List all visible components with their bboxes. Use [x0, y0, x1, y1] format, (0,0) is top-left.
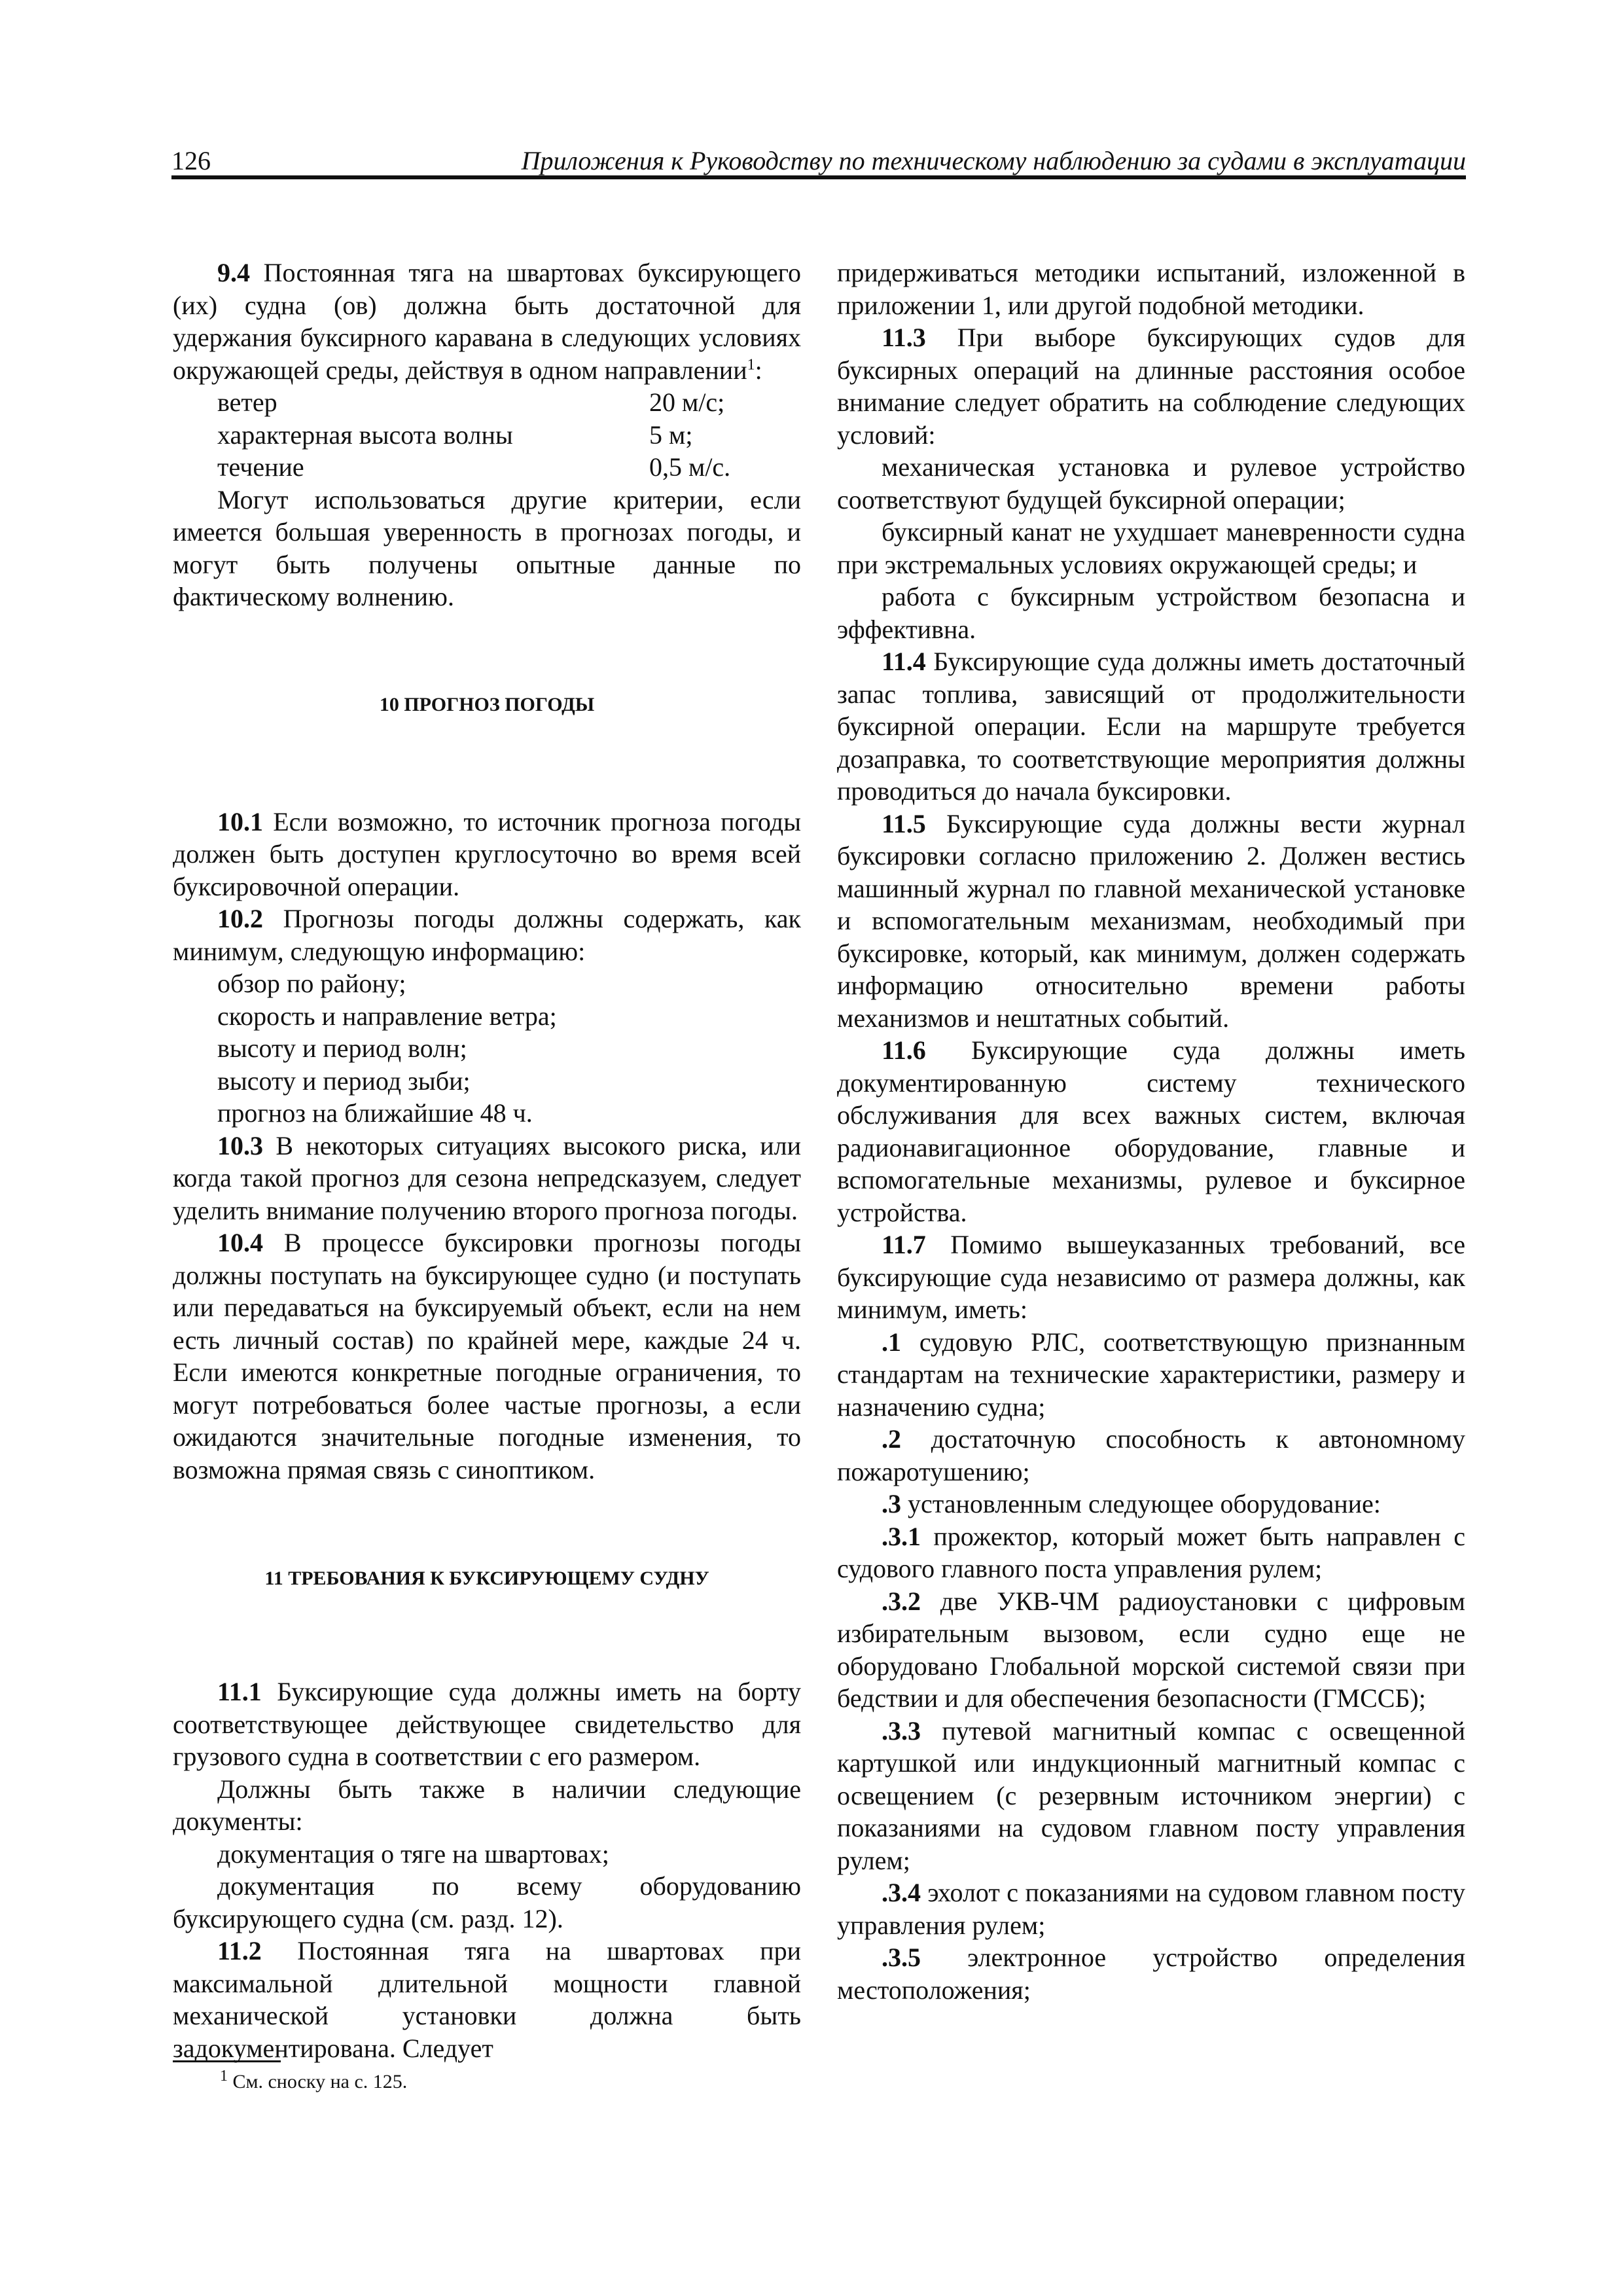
paragraph-11-1: 11.1 Буксирующие суда должны иметь на борту соответствующее действующее свидетельство для грузового судна в соответствии с его размером. [173, 1677, 801, 1771]
paragraph-11-2: 11.2 Постоянная тяга на швартовах при максимальной длительной мощности главной механической установки должна быть задокументирована. Следует [173, 1936, 801, 2063]
right-column [837, 257, 1465, 2006]
item-3-1: .3.1 прожектор, который может быть направлен с судового главного поста управления рулем; [837, 1521, 1465, 1583]
condition-row: характерная высота волны 5 м; [217, 420, 693, 450]
list-item: документация о тяге на швартовах; [217, 1839, 609, 1869]
item-3-5: .3.5 электронное устройство определения местоположения; [837, 1943, 1465, 2005]
item-3: .3 установленным следующее оборудование: [882, 1489, 1381, 1518]
list-item: прогноз на ближайшие 48 ч. [217, 1098, 533, 1128]
paragraph-9-4: 9.4 Постоянная тяга на швартовах буксирующего (их) судна (ов) должна быть достаточной для удержания буксирного каравана в следующих условиях окружающей среды, действуя в одном направлении$^1$: [173, 258, 801, 385]
condition-row: ветер 20 м/с; [217, 387, 725, 417]
paragraph-10-3: 10.3 В некоторых ситуациях высокого риска, или когда такой прогноз для сезона непредсказуем, следует уделить внимание получению второго прогноза погоды. [173, 1130, 801, 1225]
paragraph-10-4: 10.4 В процессе буксировки прогнозы погоды должны поступать на буксирующее судно (и поступать или передаваться на буксируемый объект, если на нем есть личный состав) по крайней мере, каждые 24 ч. Если имеются конкретные погодные ограничения, то могут потребоваться более частые прогнозы, а если ожидаются значительные погодные изменения, то возможна прямая связь с синоптиком. [173, 1228, 801, 1484]
paragraph-continued: придерживаться методики испытаний, изложенной в приложении 1, или другой подобной методики. [837, 258, 1465, 320]
paragraph-11-3: 11.3 При выборе буксирующих судов для буксирных операций на длинные расстояния особое внимание следует обратить на соблюдение следующих условий: [837, 323, 1465, 450]
paragraph-11-7: 11.7 Помимо вышеуказанных требований, все буксирующие суда независимо от размера должны, как минимум, иметь: [837, 1230, 1465, 1324]
left-column [173, 257, 801, 2064]
list-item: высоту и период волн; [217, 1033, 467, 1063]
footnote-ref: 1 [747, 356, 755, 374]
running-header [171, 145, 1466, 179]
paragraph: Могут использоваться другие критерии, если имеется большая уверенность в прогнозах погоды, и могут быть получены опытные данные по фактическому волнению. [173, 484, 801, 611]
paragraph-11-5: 11.5 Буксирующие суда должны вести журнал буксировки согласно приложению 2. Должен вестись машинный журнал по главной механической установке и вспомогательным механизмам, необходимый при буксировке, который, как минимум, должен содержать информацию относительно времени работы механизмов и нештатных событий. [837, 808, 1465, 1033]
list-item: документация по всему оборудованию буксирующего судна (см. разд. 12). [173, 1871, 801, 1933]
list-item: обзор по району; [217, 969, 406, 998]
paragraph-11-4: 11.4 Буксирующие суда должны иметь достаточный запас топлива, зависящий от продолжительности буксирной операции. Если на маршруте требуется дозаправка, то соответствующие мероприятия должны проводиться до начала буксировки. [837, 647, 1465, 806]
paragraph-11-6: 11.6 Буксирующие суда должны иметь документированную систему технического обслуживания для всех важных систем, включая радионавигационное оборудование, главные и вспомогательные механизмы, рулевое и буксирное устройства. [837, 1035, 1465, 1227]
section-heading-11: 11 ТРЕБОВАНИЯ К БУКСИРУЮЩЕМУ СУДНУ [264, 1568, 709, 1589]
section-heading-10: 10 ПРОГНОЗ ПОГОДЫ [379, 693, 595, 715]
item-3-2: .3.2 две УКВ-ЧМ радиоустановки с цифровым избирательным вызовом, если судно еще не оборудовано Глобальной морской системой связи при бедствии и для обеспечения безопасности (ГМССБ); [837, 1586, 1465, 1713]
page-number: 126 [171, 146, 211, 175]
paragraph-10-2: 10.2 Прогнозы погоды должны содержать, как минимум, следующую информацию: [173, 904, 801, 966]
condition-row: течение 0,5 м/с. [217, 452, 731, 482]
list-item: механическая установка и рулевое устройство соответствуют будущей буксирной операции; [837, 452, 1465, 514]
list-item: скорость и направление ветра; [217, 1001, 557, 1031]
paragraph-10-1: 10.1 Если возможно, то источник прогноза погоды должен быть доступен круглосуточно во время всей буксировочной операции. [173, 806, 801, 901]
item-3-3: .3.3 путевой магнитный компас с освещенной картушкой или индукционный магнитный компас с освещением (с резервным источником энергии) с показаниями на судовом главном посту управления рулем; [837, 1715, 1465, 1875]
list-item: работа с буксирным устройством безопасна и эффективна. [837, 582, 1465, 644]
list-item: высоту и период зыби; [217, 1066, 471, 1096]
item-2: .2 достаточную способность к автономному пожаротушению; [837, 1424, 1465, 1486]
paragraph: Должны быть также в наличии следующие документы: [173, 1774, 801, 1836]
footnote-separator [173, 2060, 281, 2062]
footnote: $^1$ См. сноску на с. 125. [220, 2068, 408, 2092]
list-item: буксирный канат не ухудшает маневренности судна при экстремальных условиях окружающей среды; и [837, 517, 1465, 579]
item-1: .1 судовую РЛС, соответствующую признанным стандартам на технические характеристики, размеру и назначению судна; [837, 1327, 1465, 1422]
item-3-4: .3.4 эхолот с показаниями на судовом главном посту управления рулем; [837, 1878, 1465, 1940]
running-title: Приложения к Руководству по техническому наблюдению за судами в эксплуатации [521, 146, 1466, 175]
